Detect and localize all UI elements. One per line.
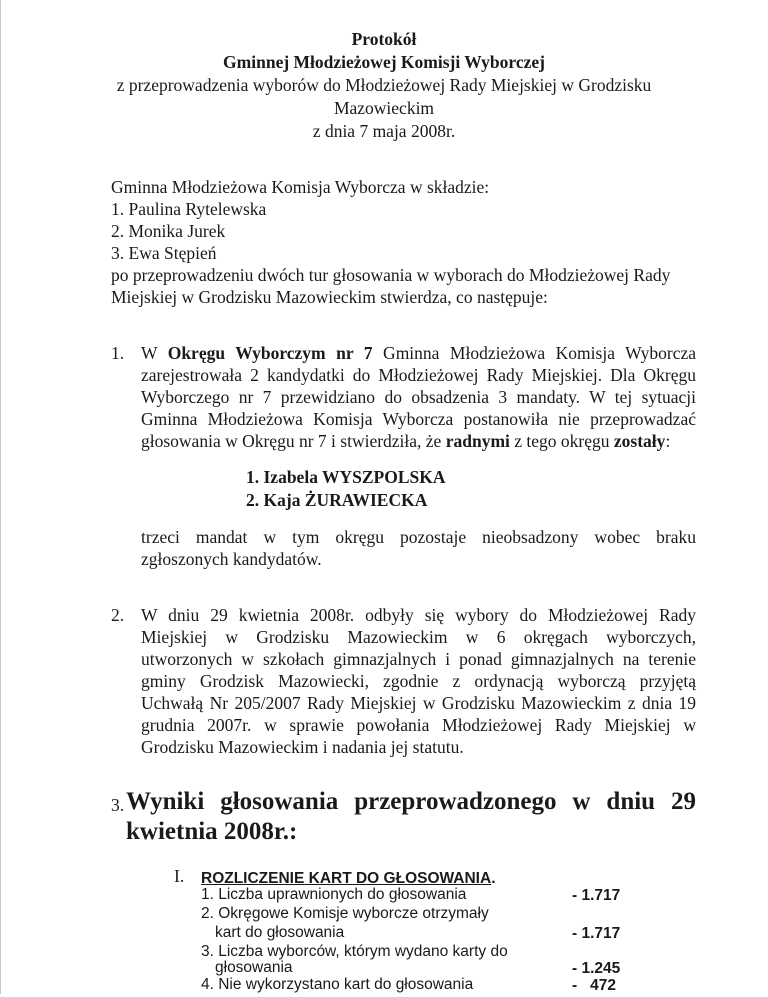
item-2-text-2: kart do głosowania — [215, 924, 345, 941]
point-2-line-2: Miejskiej w Grodzisku Mazowieckim w 6 okręgach wyborczych, — [141, 627, 696, 647]
member-1: 1. Paulina Rytelewska — [111, 199, 267, 219]
scan-edge — [0, 0, 1, 994]
elected-2: 2. Kaja ŻURAWIECKA — [246, 490, 428, 510]
header-subtitle: z przeprowadzenia wyborów do Młodzieżowej Rady Miejskiej w Grodzisku — [116, 75, 652, 95]
point-2-line-6: grudnia 2007r. w sprawie powołania Młodzieżowej Rady Miejskiej w — [141, 715, 696, 735]
item-3-text-2: głosowania — [215, 959, 293, 976]
results-title-line-2: kwietnia 2008r.: — [126, 818, 298, 845]
point-1-line-1: W Okręgu Wyborczym nr 7 Gminna Młodzieżowa Komisja Wyborcza — [141, 343, 696, 363]
point-2-line-4: gminy Grodzisk Mazowiecki, zgodnie z ordynacją wyborczą przyjętą — [141, 671, 696, 691]
item-2-value: - 1.717 — [572, 925, 621, 942]
point-1-after-1: trzeci mandat w tym okręgu pozostaje nieobsadzony wobec braku — [141, 527, 696, 547]
member-3: 3. Ewa Stępień — [111, 243, 217, 263]
point-2-line-1: W dniu 29 kwietnia 2008r. odbyły się wybory do Młodzieżowej Rady — [141, 605, 696, 625]
intro-statement-1: po przeprowadzeniu dwóch tur głosowania w wyborach do Młodzieżowej Rady — [111, 265, 671, 285]
item-4-text: 4. Nie wykorzystano kart do głosowania — [201, 976, 474, 993]
header-place: Mazowieckim — [333, 98, 435, 118]
point-2-line-3: utworzonych w szkołach gimnazjalnych i ponad gimnazjalnych na terenie — [141, 649, 696, 669]
section-roman: I. — [174, 866, 185, 886]
intro-statement-2: Miejskiej w Grodzisku Mazowieckim stwierdza, co następuje: — [111, 287, 548, 307]
point-1-line-4: Gminna Młodzieżowa Komisja Wyborcza postanowiła nie przeprowadzać — [141, 409, 696, 429]
member-2: 2. Monika Jurek — [111, 221, 226, 241]
item-2-text-1: 2. Okręgowe Komisje wyborcze otrzymały — [201, 905, 489, 922]
header-date: z dnia 7 maja 2008r. — [312, 121, 456, 141]
item-1-text: 1. Liczba uprawnionych do głosowania — [201, 886, 467, 903]
intro-line: Gminna Młodzieżowa Komisja Wyborcza w składzie: — [111, 177, 490, 197]
point-1-line-2: zarejestrowała 2 kandydatki do Młodzieżowej Rady Miejskiej. Dla Okręgu — [141, 365, 696, 385]
point-1-after-2: zgłoszonych kandydatów. — [141, 549, 322, 569]
point-2-line-5: Uchwałą Nr 205/2007 Rady Miejskiej w Grodzisku Mazowieckim z dnia 19 — [141, 693, 696, 713]
item-3-text-1: 3. Liczba wyborców, którym wydano karty do — [201, 943, 508, 960]
results-title-line-1: Wyniki głosowania przeprowadzonego w dniu 29 — [126, 788, 696, 815]
item-1-value: - 1.717 — [572, 887, 621, 904]
point-1-line-5: głosowania w Okręgu nr 7 i stwierdziła, że radnymi z tego okręgu zostały: — [141, 431, 671, 451]
point-2-line-7: Grodzisku Mazowieckim i nadania jej statutu. — [141, 737, 464, 757]
item-3-value: - 1.245 — [572, 960, 621, 977]
doc-title: Protokół — [351, 29, 417, 49]
point-1-number: 1. — [111, 343, 125, 363]
commission-name: Gminnej Młodzieżowej Komisji Wyborczej — [223, 52, 545, 72]
item-4-value: - 472 — [572, 977, 616, 994]
section-heading: ROZLICZENIE KART DO GŁOSOWANIA. — [201, 870, 496, 887]
elected-1: 1. Izabela WYSZPOLSKA — [246, 467, 446, 487]
point-2-number: 2. — [111, 605, 125, 625]
point-1-line-3: Wyborczego nr 7 przewidziano do obsadzenia 3 mandaty. W tej sytuacji — [141, 387, 696, 407]
point-3-number: 3. — [111, 795, 125, 815]
